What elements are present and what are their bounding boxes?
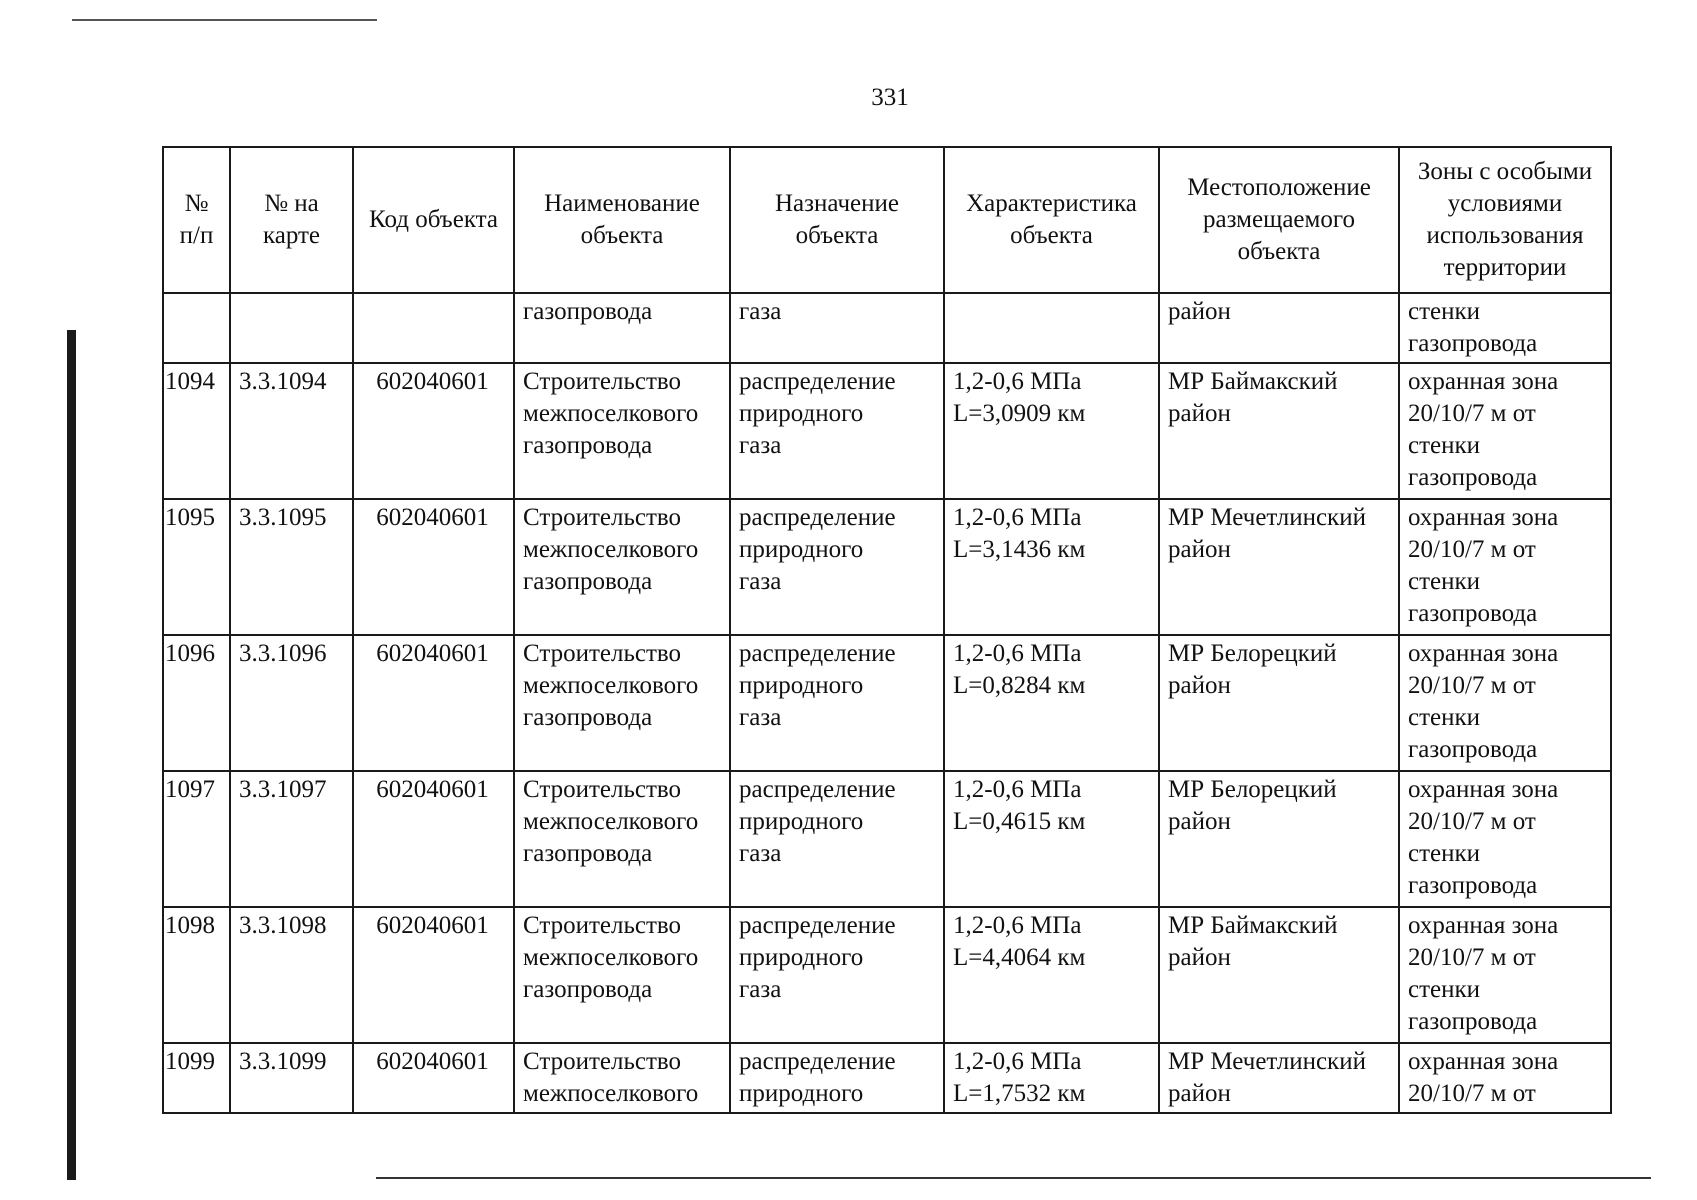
header-object-name — [514, 147, 730, 293]
header-object-purpose — [730, 147, 944, 293]
cell-text-line: МР Белорецкий — [1168, 776, 1337, 803]
header-text-line: Код объекта — [369, 206, 498, 233]
cell-text-line: стенки — [1408, 432, 1481, 459]
cell-spec — [944, 363, 1159, 499]
header-text-line: объекта — [795, 222, 879, 249]
cell-purpose — [730, 363, 944, 499]
cell-name — [514, 293, 730, 363]
cell-text-line: 1094 — [165, 368, 215, 395]
cell-spec — [944, 293, 1159, 363]
cell-text-line: 20/10/7 м от — [1408, 536, 1536, 563]
scan-binding-edge — [67, 330, 76, 1180]
cell-purpose — [730, 907, 944, 1043]
cell-text-line: охранная зона — [1408, 912, 1559, 939]
scan-edge-line-top — [72, 19, 377, 21]
cell-code — [353, 363, 514, 499]
cell-text-line: распределение — [739, 640, 896, 667]
cell-text-line: 3.3.1098 — [239, 912, 327, 939]
cell-text-line: стенки — [1408, 840, 1481, 867]
header-text-line: объекта — [1237, 238, 1321, 265]
header-text-line: карте — [262, 222, 321, 249]
table-row — [163, 363, 1611, 499]
cell-spec — [944, 1043, 1159, 1113]
cell-text-line: газопровода — [1408, 330, 1538, 357]
cell-number — [163, 771, 230, 907]
cell-code — [353, 1043, 514, 1113]
cell-number — [163, 907, 230, 1043]
objects-table — [162, 146, 1612, 1114]
cell-code — [353, 635, 514, 771]
cell-purpose — [730, 1043, 944, 1113]
cell-number — [163, 363, 230, 499]
cell-location — [1159, 293, 1399, 363]
cell-code — [353, 907, 514, 1043]
cell-text-line: 3.3.1099 — [239, 1048, 327, 1075]
cell-location — [1159, 499, 1399, 635]
cell-name — [514, 771, 730, 907]
table-row — [163, 771, 1611, 907]
cell-map-number — [230, 499, 353, 635]
cell-text-line: Строительство — [523, 504, 682, 531]
cell-text-line: стенки — [1408, 568, 1481, 595]
cell-location — [1159, 363, 1399, 499]
header-text-line: Характеристика — [966, 190, 1137, 217]
cell-text-line: газопровода — [523, 976, 653, 1003]
header-text-line: Зоны с особыми — [1417, 158, 1593, 185]
cell-text-line: 20/10/7 м от — [1408, 1080, 1536, 1107]
cell-text-line: природного — [739, 808, 864, 835]
cell-name — [514, 907, 730, 1043]
header-special-zones — [1399, 147, 1611, 293]
cell-text-line: газопровода — [1408, 872, 1538, 899]
cell-text-line: газопровода — [1408, 1008, 1538, 1035]
cell-text-line: 1,2-0,6 МПа — [953, 504, 1082, 531]
cell-text-line: 1097 — [165, 776, 215, 803]
cell-name — [514, 499, 730, 635]
cell-number — [163, 635, 230, 771]
header-text-line: Наименование — [544, 190, 700, 217]
cell-text-line: газопровода — [523, 568, 653, 595]
cell-text-line: 602040601 — [376, 368, 489, 395]
cell-map-number — [230, 907, 353, 1043]
table-header-row — [163, 147, 1611, 293]
cell-text-line: 3.3.1097 — [239, 776, 327, 803]
table-body — [163, 293, 1611, 1113]
table-row — [163, 907, 1611, 1043]
header-text-line: использования — [1426, 222, 1584, 249]
cell-text-line: газопровода — [523, 298, 653, 325]
cell-text-line: 1,2-0,6 МПа — [953, 912, 1082, 939]
header-object-spec — [944, 147, 1159, 293]
cell-text-line: МР Баймакский — [1168, 912, 1338, 939]
cell-zone — [1399, 293, 1611, 363]
cell-text-line: L=0,4615 км — [953, 808, 1086, 835]
cell-text-line: природного — [739, 672, 864, 699]
cell-text-line: природного — [739, 400, 864, 427]
cell-text-line: МР Белорецкий — [1168, 640, 1337, 667]
cell-text-line: газа — [739, 704, 782, 731]
cell-map-number — [230, 293, 353, 363]
cell-text-line: Строительство — [523, 1048, 682, 1075]
cell-text-line: природного — [739, 944, 864, 971]
header-text-line: п/п — [179, 222, 214, 249]
cell-text-line: 602040601 — [376, 1048, 489, 1075]
cell-zone — [1399, 1043, 1611, 1113]
cell-text-line: МР Баймакский — [1168, 368, 1338, 395]
cell-text-line: 1,2-0,6 МПа — [953, 776, 1082, 803]
cell-zone — [1399, 635, 1611, 771]
cell-text-line: МР Мечетлинский — [1168, 1048, 1366, 1075]
cell-location — [1159, 771, 1399, 907]
header-text-line: объекта — [1010, 222, 1093, 249]
cell-spec — [944, 907, 1159, 1043]
cell-text-line: газопровода — [1408, 736, 1538, 763]
cell-text-line: 3.3.1096 — [239, 640, 327, 667]
cell-text-line: район — [1168, 1080, 1231, 1107]
cell-purpose — [730, 499, 944, 635]
cell-spec — [944, 635, 1159, 771]
header-text-line: Назначение — [774, 190, 900, 217]
cell-spec — [944, 499, 1159, 635]
cell-purpose — [730, 293, 944, 363]
cell-text-line: стенки — [1408, 704, 1481, 731]
cell-text-line: L=0,8284 км — [953, 672, 1086, 699]
cell-text-line: природного — [739, 1080, 864, 1107]
cell-code — [353, 771, 514, 907]
cell-text-line: распределение — [739, 1048, 896, 1075]
header-text-line: № на — [264, 190, 319, 217]
cell-text-line: 1,2-0,6 МПа — [953, 368, 1082, 395]
cell-text-line: L=3,1436 км — [953, 536, 1086, 563]
cell-text-line: район — [1168, 536, 1231, 563]
cell-text-line: охранная зона — [1408, 776, 1559, 803]
cell-text-line: газопровода — [523, 432, 653, 459]
cell-text-line: распределение — [739, 504, 896, 531]
header-text-line: размещаемого — [1203, 206, 1355, 233]
cell-name — [514, 1043, 730, 1113]
cell-zone — [1399, 771, 1611, 907]
cell-text-line: 1098 — [165, 912, 215, 939]
cell-text-line: 602040601 — [376, 776, 489, 803]
cell-text-line: 1096 — [165, 640, 215, 667]
cell-text-line: межпоселкового — [523, 944, 699, 971]
cell-text-line: район — [1168, 808, 1231, 835]
cell-text-line: 1099 — [165, 1048, 215, 1075]
table-row-continuation — [163, 293, 1611, 363]
cell-text-line: 602040601 — [376, 504, 489, 531]
cell-map-number — [230, 1043, 353, 1113]
cell-text-line: природного — [739, 536, 864, 563]
header-text-line: Местоположение — [1187, 174, 1371, 201]
cell-text-line: газа — [739, 298, 782, 325]
cell-text-line: охранная зона — [1408, 504, 1559, 531]
cell-text-line: L=3,0909 км — [953, 400, 1086, 427]
cell-text-line: район — [1168, 672, 1231, 699]
cell-text-line: район — [1168, 944, 1231, 971]
table-row — [163, 635, 1611, 771]
cell-text-line: газа — [739, 840, 782, 867]
table-row — [163, 1043, 1611, 1113]
cell-text-line: 602040601 — [376, 640, 489, 667]
cell-location — [1159, 907, 1399, 1043]
cell-text-line: газопровода — [1408, 600, 1538, 627]
scan-edge-line-bottom — [376, 1177, 1651, 1179]
cell-text-line: охранная зона — [1408, 1048, 1559, 1075]
cell-text-line: охранная зона — [1408, 640, 1559, 667]
cell-name — [514, 363, 730, 499]
cell-map-number — [230, 771, 353, 907]
cell-text-line: стенки — [1408, 298, 1481, 325]
cell-text-line: Строительство — [523, 912, 682, 939]
cell-text-line: L=4,4064 км — [953, 944, 1086, 971]
header-text-line: № — [184, 190, 209, 217]
cell-text-line: 3.3.1094 — [239, 368, 327, 395]
cell-number — [163, 499, 230, 635]
header-text-line: территории — [1443, 254, 1567, 281]
cell-text-line: 20/10/7 м от — [1408, 672, 1536, 699]
cell-text-line: газопровода — [523, 840, 653, 867]
cell-map-number — [230, 363, 353, 499]
cell-zone — [1399, 363, 1611, 499]
cell-text-line: распределение — [739, 776, 896, 803]
header-text-line: объекта — [580, 222, 664, 249]
header-map-number — [230, 147, 353, 293]
header-number — [163, 147, 230, 293]
cell-text-line: 20/10/7 м от — [1408, 400, 1536, 427]
cell-text-line: 1095 — [165, 504, 215, 531]
cell-text-line: Строительство — [523, 640, 682, 667]
cell-location — [1159, 635, 1399, 771]
page-number: 331 — [871, 84, 909, 111]
cell-text-line: стенки — [1408, 976, 1481, 1003]
cell-code — [353, 293, 514, 363]
cell-text-line: газопровода — [523, 704, 653, 731]
cell-zone — [1399, 499, 1611, 635]
cell-text-line: 20/10/7 м от — [1408, 944, 1536, 971]
cell-text-line: охранная зона — [1408, 368, 1559, 395]
cell-text-line: газа — [739, 432, 782, 459]
cell-map-number — [230, 635, 353, 771]
cell-number — [163, 1043, 230, 1113]
cell-name — [514, 635, 730, 771]
cell-purpose — [730, 771, 944, 907]
cell-text-line: межпоселкового — [523, 808, 699, 835]
cell-purpose — [730, 635, 944, 771]
cell-text-line: 1,2-0,6 МПа — [953, 1048, 1082, 1075]
cell-text-line: распределение — [739, 368, 896, 395]
cell-text-line: 20/10/7 м от — [1408, 808, 1536, 835]
cell-text-line: Строительство — [523, 368, 682, 395]
cell-text-line: 602040601 — [376, 912, 489, 939]
cell-text-line: газа — [739, 568, 782, 595]
cell-text-line: газа — [739, 976, 782, 1003]
cell-text-line: распределение — [739, 912, 896, 939]
cell-text-line: район — [1168, 298, 1231, 325]
header-object-location — [1159, 147, 1399, 293]
cell-text-line: межпоселкового — [523, 1080, 699, 1107]
cell-text-line: 3.3.1095 — [239, 504, 327, 531]
header-object-code — [353, 147, 514, 293]
cell-number — [163, 293, 230, 363]
cell-text-line: Строительство — [523, 776, 682, 803]
cell-location — [1159, 1043, 1399, 1113]
cell-text-line: газопровода — [1408, 464, 1538, 491]
cell-text-line: межпоселкового — [523, 672, 699, 699]
header-text-line: условиями — [1447, 190, 1563, 217]
cell-text-line: МР Мечетлинский — [1168, 504, 1366, 531]
cell-text-line: район — [1168, 400, 1231, 427]
cell-text-line: межпоселкового — [523, 400, 699, 427]
cell-code — [353, 499, 514, 635]
cell-text-line: 1,2-0,6 МПа — [953, 640, 1082, 667]
table-row — [163, 499, 1611, 635]
cell-text-line: межпоселкового — [523, 536, 699, 563]
cell-zone — [1399, 907, 1611, 1043]
cell-spec — [944, 771, 1159, 907]
cell-text-line: L=1,7532 км — [953, 1080, 1086, 1107]
